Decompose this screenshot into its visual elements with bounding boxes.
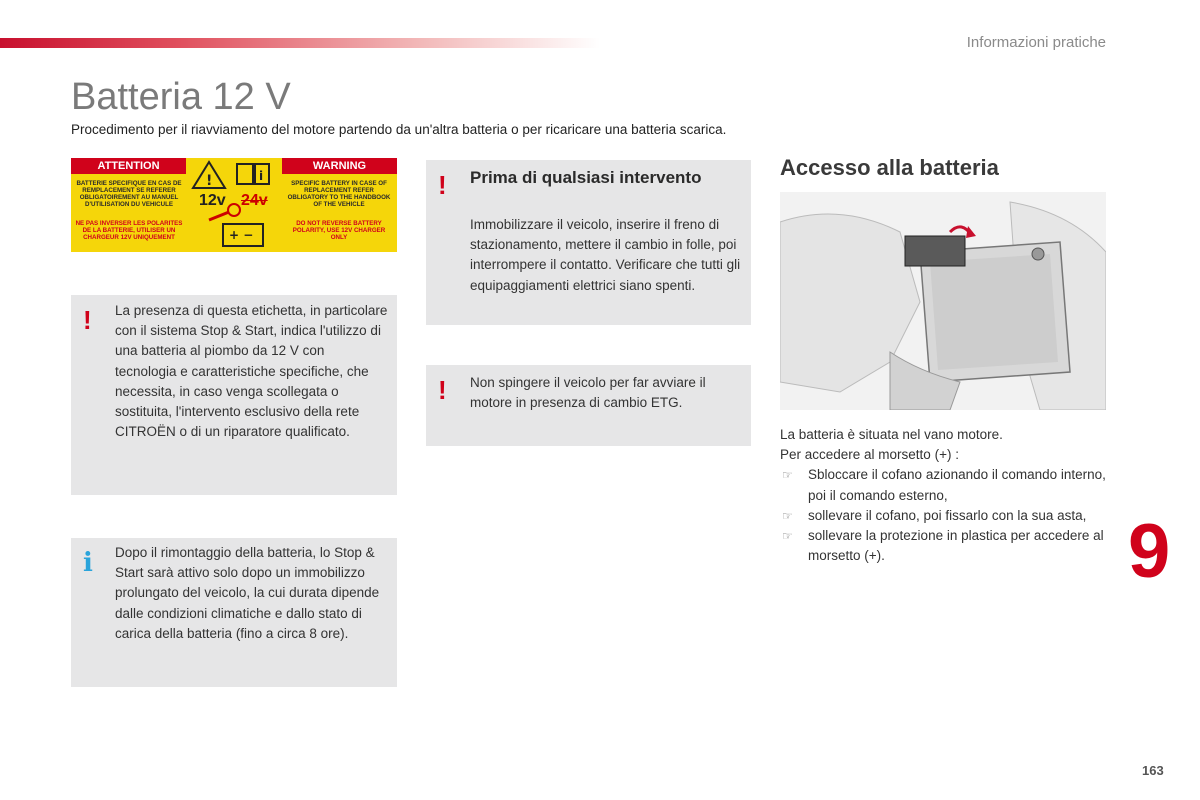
svg-text:i: i <box>259 169 264 183</box>
note-before-box <box>426 160 751 325</box>
list-item <box>780 465 1110 505</box>
access-step-2: sollevare il cofano, poi fissarlo con la sua asta, <box>808 507 1087 523</box>
battery-warning-label-image <box>71 158 397 252</box>
info-icon: i <box>83 548 93 578</box>
page-number: 163 <box>1142 763 1164 778</box>
page-subtitle: Procedimento per il riavviamento del motore partendo da un'altra batteria o per ricaricare una batteria scarica. <box>71 122 727 137</box>
pointing-hand-icon: ☞ <box>782 508 793 523</box>
svg-text:!: ! <box>206 173 213 189</box>
label-text-en-bottom: DO NOT REVERSE BATTERY POLARITY, USE 12V CHARGER ONLY <box>292 220 386 241</box>
note-label-box <box>71 295 397 495</box>
label-text-fr-top: BATTERIE SPECIFIQUE EN CAS DE REMPLACEMENT SE REFERER OBLIGATOIREMENT AU MANUEL D'UTILISATION DU VEHICULE <box>76 180 182 208</box>
note-before-heading: Prima di qualsiasi intervento <box>470 168 702 187</box>
note-info-text: Dopo il rimontaggio della batteria, lo Stop & Start sarà attivo solo dopo un immobilizzo prolungato del veicolo, la cui durata dipende dalle condizioni climatiche e dallo stato di carica della batteria (fino a circa 8 ore). <box>115 545 380 641</box>
svg-text:+ −: + − <box>229 228 254 242</box>
pointing-hand-icon: ☞ <box>782 468 793 483</box>
list-item <box>780 526 1110 566</box>
page-title: Batteria 12 V <box>71 76 291 118</box>
exclamation-icon: ! <box>438 170 447 200</box>
engine-bay-battery-image <box>780 192 1106 410</box>
battery-illustration-icon <box>780 192 1106 410</box>
note-push-box <box>426 365 751 446</box>
label-attention-header: ATTENTION <box>71 158 186 174</box>
access-instructions <box>780 425 1110 566</box>
label-warning-header: WARNING <box>282 158 397 174</box>
label-text-en-top: SPECIFIC BATTERY IN CASE OF REPLACEMENT REFER OBLIGATORY TO THE HANDBOOK OF THE VEHICLE <box>287 180 391 208</box>
access-step-1: Sbloccare il cofano azionando il comando interno, poi il comando esterno, <box>808 467 1106 503</box>
chapter-number: 9 <box>1128 509 1171 594</box>
pointing-hand-icon: ☞ <box>782 529 793 544</box>
note-before-text: Immobilizzare il veicolo, inserire il freno di stazionamento, mettere il cambio in folle, poi interrompere il contatto. Verificare che tutti gli equipaggiamenti elettrici siano spenti. <box>470 217 741 293</box>
section-label: Informazioni pratiche <box>966 34 1106 51</box>
access-intro-1: La batteria è situata nel vano motore. <box>780 427 1003 442</box>
exclamation-icon: ! <box>83 305 92 335</box>
exclamation-icon: ! <box>438 375 447 405</box>
access-heading: Accesso alla batteria <box>780 155 999 180</box>
list-item <box>780 506 1110 526</box>
label-12v-text: 12v <box>199 192 226 209</box>
access-intro-2: Per accedere al morsetto (+) : <box>780 447 959 463</box>
label-text-fr-bottom: NE PAS INVERSER LES POLARITES DE LA BATTERIE, UTILISER UN CHARGEUR 12V UNIQUEMENT <box>75 220 183 241</box>
label-24v-text: 24v <box>241 192 268 209</box>
note-label-text: La presenza di questa etichetta, in particolare con il sistema Stop & Start, indica l'utilizzo di una batteria al piombo da 12 V con tecnologia e caratteristiche specifiche, che necessita, in caso venga scollegata o sostituita, l'intervento esclusivo della rete CITROËN o di un riparatore qualificato. <box>115 303 388 440</box>
access-step-3: sollevare la protezione in plastica per accedere al morsetto (+). <box>808 528 1104 564</box>
header-accent-bar <box>0 38 600 48</box>
note-info-box <box>71 538 397 687</box>
note-push-text: Non spingere il veicolo per far avviare il motore in presenza di cambio ETG. <box>470 375 706 411</box>
